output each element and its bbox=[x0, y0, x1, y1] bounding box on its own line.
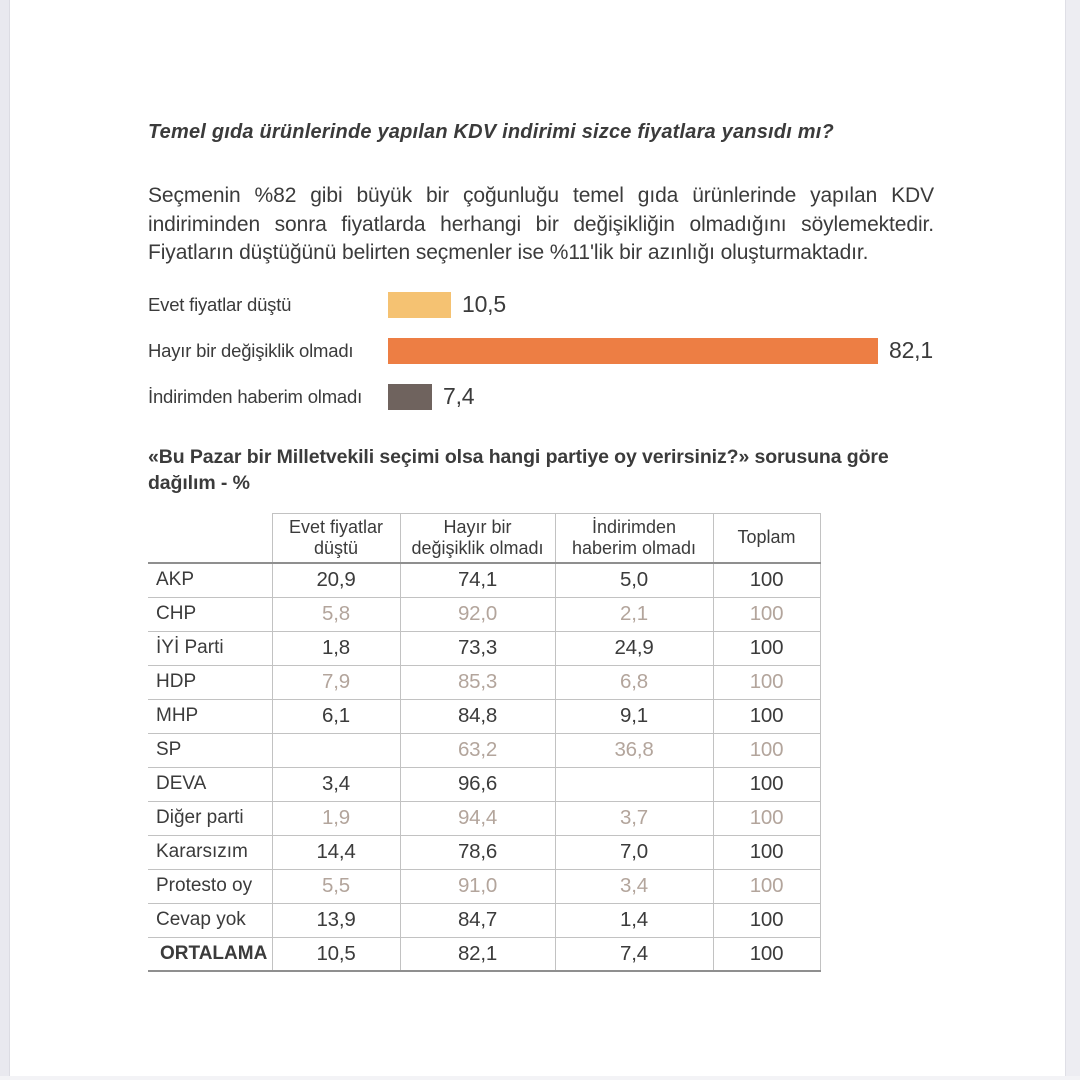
table-cell: 85,3 bbox=[400, 665, 555, 699]
column-header: Toplam bbox=[713, 513, 820, 563]
row-label-header bbox=[148, 513, 272, 563]
table-cell: 100 bbox=[713, 563, 820, 597]
table-cell: 7,4 bbox=[555, 937, 713, 971]
chart-category-label: Evet fiyatlar düştü bbox=[148, 293, 292, 315]
table-cell: 1,9 bbox=[272, 801, 400, 835]
chart-category-label: İndirimden haberim olmadı bbox=[148, 385, 363, 407]
table-cell: 1,8 bbox=[272, 631, 400, 665]
row-label: İYİ Parti bbox=[148, 631, 272, 665]
table-cell: 3,7 bbox=[555, 801, 713, 835]
table-row bbox=[148, 631, 820, 665]
column-header: Hayır bir değişiklik olmadı bbox=[400, 513, 555, 563]
table-row bbox=[148, 801, 820, 835]
table-cell: 82,1 bbox=[400, 937, 555, 971]
table-cell: 9,1 bbox=[555, 699, 713, 733]
table-row bbox=[148, 597, 820, 631]
table-body bbox=[148, 563, 820, 971]
table-cell: 24,9 bbox=[555, 631, 713, 665]
table-row bbox=[148, 835, 820, 869]
table-cell: 63,2 bbox=[400, 733, 555, 767]
table-header-row bbox=[148, 513, 820, 563]
row-label: SP bbox=[148, 733, 272, 767]
table-cell: 100 bbox=[713, 665, 820, 699]
table-cell: 6,8 bbox=[555, 665, 713, 699]
table-cell: 13,9 bbox=[272, 903, 400, 937]
table-cell: 3,4 bbox=[555, 869, 713, 903]
table-row bbox=[148, 699, 820, 733]
table-cell: 96,6 bbox=[400, 767, 555, 801]
table-cell: 2,1 bbox=[555, 597, 713, 631]
summary-paragraph: Seçmenin %82 gibi büyük bir çoğunluğu temel gıda ürünlerinde yapılan KDV indiriminden sonra fiyatlarda herhangi bir değişikliğin olmadığını söylemektedir. Fiyatların düştüğünü belirten seçmenler ise %11'lik bir azınlığı oluşturmaktadır. bbox=[148, 184, 934, 264]
table-cell: 84,7 bbox=[400, 903, 555, 937]
table-cell: 100 bbox=[713, 631, 820, 665]
chart-bar bbox=[388, 292, 451, 318]
table-cell: 100 bbox=[713, 767, 820, 801]
table-cell: 84,8 bbox=[400, 699, 555, 733]
row-label: DEVA bbox=[148, 767, 272, 801]
table-cell: 1,4 bbox=[555, 903, 713, 937]
table-cell: 14,4 bbox=[272, 835, 400, 869]
page-left-edge bbox=[0, 0, 10, 1080]
table-cell: 5,0 bbox=[555, 563, 713, 597]
table-cell: 78,6 bbox=[400, 835, 555, 869]
kdv-bar-chart bbox=[148, 292, 934, 410]
table-cell: 3,4 bbox=[272, 767, 400, 801]
chart-row bbox=[148, 384, 934, 410]
table-cell: 100 bbox=[713, 835, 820, 869]
row-label: HDP bbox=[148, 665, 272, 699]
row-label: CHP bbox=[148, 597, 272, 631]
table-cell: 91,0 bbox=[400, 869, 555, 903]
table-cell bbox=[272, 733, 400, 767]
table-cell: 74,1 bbox=[400, 563, 555, 597]
table-cell: 10,5 bbox=[272, 937, 400, 971]
question-title: Temel gıda ürünlerinde yapılan KDV indirimi sizce fiyatlara yansıdı mı? bbox=[148, 121, 834, 143]
table-row bbox=[148, 937, 820, 971]
table-cell: 73,3 bbox=[400, 631, 555, 665]
table-cell: 6,1 bbox=[272, 699, 400, 733]
party-breakdown-table bbox=[148, 513, 821, 973]
table-cell: 100 bbox=[713, 699, 820, 733]
table-cell: 94,4 bbox=[400, 801, 555, 835]
chart-bar bbox=[388, 338, 878, 364]
chart-row bbox=[148, 338, 934, 364]
table-cell: 100 bbox=[713, 801, 820, 835]
table-cell: 5,5 bbox=[272, 869, 400, 903]
breakdown-title: «Bu Pazar bir Milletvekili seçimi olsa hangi partiye oy verirsiniz?» sorusuna göre dağılım - % bbox=[148, 445, 889, 494]
chart-row bbox=[148, 292, 934, 318]
table-row bbox=[148, 767, 820, 801]
chart-category-label: Hayır bir değişiklik olmadı bbox=[148, 339, 354, 361]
table-cell: 100 bbox=[713, 733, 820, 767]
table-row bbox=[148, 665, 820, 699]
table-cell: 7,0 bbox=[555, 835, 713, 869]
page-right-edge bbox=[1065, 0, 1080, 1080]
table-cell: 100 bbox=[713, 937, 820, 971]
table-cell: 7,9 bbox=[272, 665, 400, 699]
table-cell: 36,8 bbox=[555, 733, 713, 767]
table-row bbox=[148, 563, 820, 597]
row-label: AKP bbox=[148, 563, 272, 597]
table-cell: 100 bbox=[713, 903, 820, 937]
table-cell: 100 bbox=[713, 597, 820, 631]
row-label: ORTALAMA bbox=[148, 937, 272, 971]
row-label: Protesto oy bbox=[148, 869, 272, 903]
report-page bbox=[148, 0, 934, 972]
table-cell: 20,9 bbox=[272, 563, 400, 597]
page-bottom-edge bbox=[0, 1076, 1080, 1080]
table-row bbox=[148, 903, 820, 937]
chart-bar bbox=[388, 384, 432, 410]
table-cell bbox=[555, 767, 713, 801]
table-cell: 100 bbox=[713, 869, 820, 903]
table-cell: 92,0 bbox=[400, 597, 555, 631]
table-cell: 5,8 bbox=[272, 597, 400, 631]
chart-value-label: 10,5 bbox=[462, 291, 506, 317]
table-header bbox=[148, 513, 820, 563]
chart-value-label: 7,4 bbox=[443, 383, 475, 409]
column-header: İndirimden haberim olmadı bbox=[555, 513, 713, 563]
row-label: Cevap yok bbox=[148, 903, 272, 937]
table-row bbox=[148, 869, 820, 903]
column-header: Evet fiyatlar düştü bbox=[272, 513, 400, 563]
table-row bbox=[148, 733, 820, 767]
row-label: Kararsızım bbox=[148, 835, 272, 869]
chart-value-label: 82,1 bbox=[889, 337, 933, 363]
row-label: Diğer parti bbox=[148, 801, 272, 835]
row-label: MHP bbox=[148, 699, 272, 733]
